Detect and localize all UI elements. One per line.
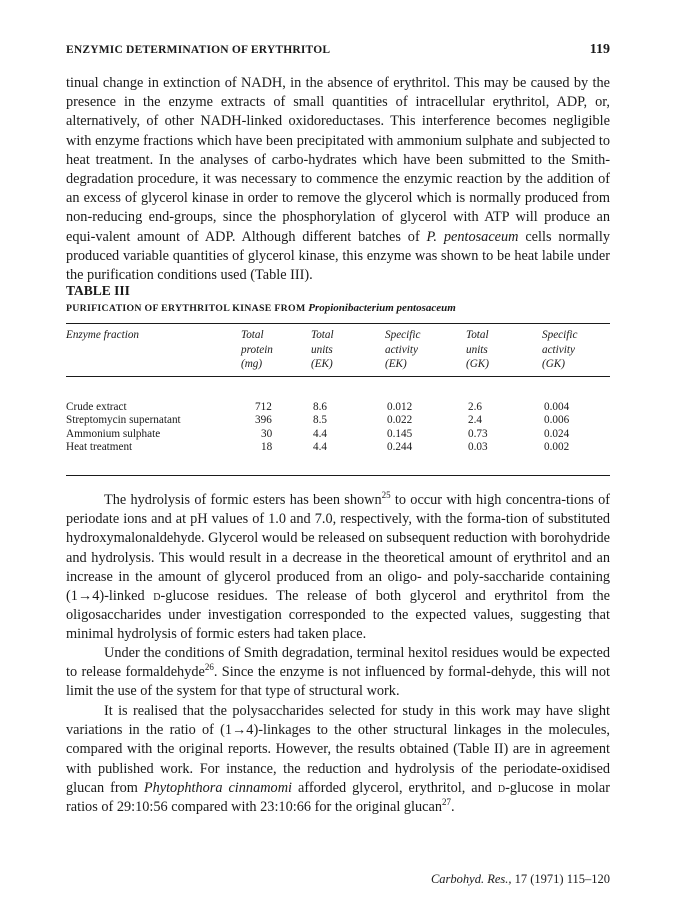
header-line: protein <box>241 343 273 356</box>
header-line: (GK) <box>466 358 489 370</box>
paragraph-text: to occur with high concentra-tions of periodate ions and at pH values of 1.0 and 7.0, respectively, with the forma-tion of substituted hydroxymalonaldehyde. Glycerol would be released on subsequent reduction with borohydride and hydrolysis. This would result in a decrease in the theoretical amount of erythritol and an increase in the amount of glycerol produced from an oligo- and poly-saccharide containing (1→4)-linked <box>66 492 610 605</box>
table-caption-organism: Propionibacterium pentosaceum <box>308 302 456 314</box>
paragraph-formic-esters <box>66 491 610 645</box>
table-cell: 4.4 <box>313 427 327 440</box>
header-line: (EK) <box>385 358 407 370</box>
configuration-prefix: d <box>497 779 506 796</box>
header-line: Enzyme fraction <box>66 329 140 341</box>
table-caption-text: PURIFICATION OF ERYTHRITOL KINASE FROM <box>66 303 309 314</box>
table-cell: 0.03 <box>468 441 488 454</box>
header-line: Total <box>311 329 334 341</box>
header-line: units <box>466 343 488 356</box>
table-cell: 0.73 <box>468 427 488 440</box>
journal-citation: 17 (1971) 115–120 <box>511 872 610 886</box>
reference-superscript: 27 <box>442 797 452 808</box>
purification-table <box>66 323 610 476</box>
table-header-row <box>66 324 610 377</box>
paragraph-text: afforded glycerol, erythritol, and <box>292 779 498 796</box>
table-cell: 8.5 <box>313 414 327 427</box>
table-cell: 8.6 <box>313 400 327 413</box>
paragraph-smith-degradation <box>66 644 610 702</box>
reference-superscript: 25 <box>381 490 391 501</box>
paragraph-text: . <box>451 799 455 816</box>
running-title: ENZYMIC DETERMINATION OF ERYTHRITOL <box>66 44 331 56</box>
page-number: 119 <box>589 42 610 57</box>
table-cell: Heat treatment <box>66 441 133 454</box>
configuration-prefix: d <box>153 588 161 605</box>
table-label: TABLE III <box>66 283 130 298</box>
table-cell: 712 <box>255 400 272 413</box>
table-cell: 0.004 <box>544 400 570 413</box>
journal-citation-footer <box>431 872 610 887</box>
paragraph-text: -glucose in molar ratios of 29:10:56 compared with 23:10:66 for the original glucan <box>66 779 610 816</box>
table-cell: Crude extract <box>66 400 127 413</box>
header-line: (GK) <box>542 358 565 370</box>
header-line: Specific <box>542 329 578 341</box>
table-row <box>66 441 610 475</box>
column-header <box>466 324 542 377</box>
table-cell: Streptomycin supernatant <box>66 414 181 427</box>
header-line: units <box>311 343 333 356</box>
table-cell: 18 <box>261 441 273 454</box>
paragraph-text: -glucose residues. The release of both glycerol and erythritol from the oligosaccharides under investigation corresponded to the expected values, suggesting that minimal hydrolysis of formic esters had taken place. <box>66 588 610 643</box>
table-cell: 0.012 <box>387 400 413 413</box>
column-header <box>66 324 241 377</box>
header-line: (EK) <box>311 358 333 370</box>
table-cell: 0.006 <box>544 414 570 427</box>
column-header <box>241 324 311 377</box>
paragraph-text: It is realised that the polysaccharides selected for study in this work may have slight variations in the ratio of (1→4)-linkages to the other structural linkages in the molecules, compared with the original reports. However, the results obtained (Table II) are in agreement with published work. For instance, the reduction and hydrolysis of the periodate-oxidised glucan from <box>66 703 610 796</box>
table-cell: 2.6 <box>468 400 482 413</box>
paragraph-text: tinual change in extinction of NADH, in the absence of erythritol. This may be caused by the presence in the enzyme extracts of small quantities of intracellular erythritol, ADP, or, alternatively, of other NADH-linked oxidoreductases. This interference becomes negligible with enzyme fractions which have been precipitated with ammonium sulphate and subjected to heat treatment. In the analyses of carbo-hydrates which have been submitted to the Smith-degradation procedure, it was necessary to commence the enzymic reaction by the addition of an excess of glycerol kinase in order to remove the glycerol which is normally produced from non-reducing end-groups, since the phosphorylation of glycerol with ATP will produce an equi-valent amount of ADP. Although different batches of <box>66 75 610 245</box>
header-line: activity <box>385 343 418 356</box>
journal-name: Carbohyd. Res., <box>430 872 512 886</box>
table-cell: 30 <box>261 427 273 440</box>
table-cell: 396 <box>255 414 272 427</box>
species-name: Phytophthora cinnamomi <box>143 779 292 796</box>
paragraph-polysaccharides <box>66 702 610 817</box>
table-caption <box>66 302 456 314</box>
paragraph-text: Under the conditions of Smith degradation, terminal hexitol residues would be expected to release formaldehyde <box>66 645 610 681</box>
column-header <box>311 324 385 377</box>
table-cell: 0.024 <box>544 427 570 440</box>
reference-superscript: 26 <box>204 662 214 673</box>
species-name: P. pentosaceum <box>426 228 519 245</box>
table-row <box>66 428 610 442</box>
running-head <box>66 44 610 64</box>
table-cell: 0.022 <box>387 414 413 427</box>
header-line: Total <box>466 329 489 341</box>
table-cell: 0.145 <box>387 427 413 440</box>
paragraph-text: cells normally produced variable quantities of glycerol kinase, this enzyme was shown to be heat labile under the purification conditions used (Table III). <box>66 228 610 284</box>
table-cell: 2.4 <box>468 414 482 427</box>
header-line: (mg) <box>241 358 263 370</box>
column-header <box>542 324 610 377</box>
table-cell: 0.244 <box>387 441 413 454</box>
header-line: Specific <box>385 329 421 341</box>
table-row <box>66 414 610 428</box>
paragraph-text: The hydrolysis of formic esters has been shown <box>104 492 382 508</box>
paragraph-text: . Since the enzyme is not influenced by formal-dehyde, this will not limit the use of the system for that type of structural work. <box>66 664 610 700</box>
header-line: activity <box>542 343 575 356</box>
table-cell: Ammonium sulphate <box>66 427 161 440</box>
paragraph-continuation <box>66 74 610 285</box>
table-cell: 4.4 <box>313 441 327 454</box>
header-line: Total <box>241 329 264 341</box>
table-cell: 0.002 <box>544 441 570 454</box>
column-header <box>385 324 466 377</box>
table-row <box>66 376 610 414</box>
